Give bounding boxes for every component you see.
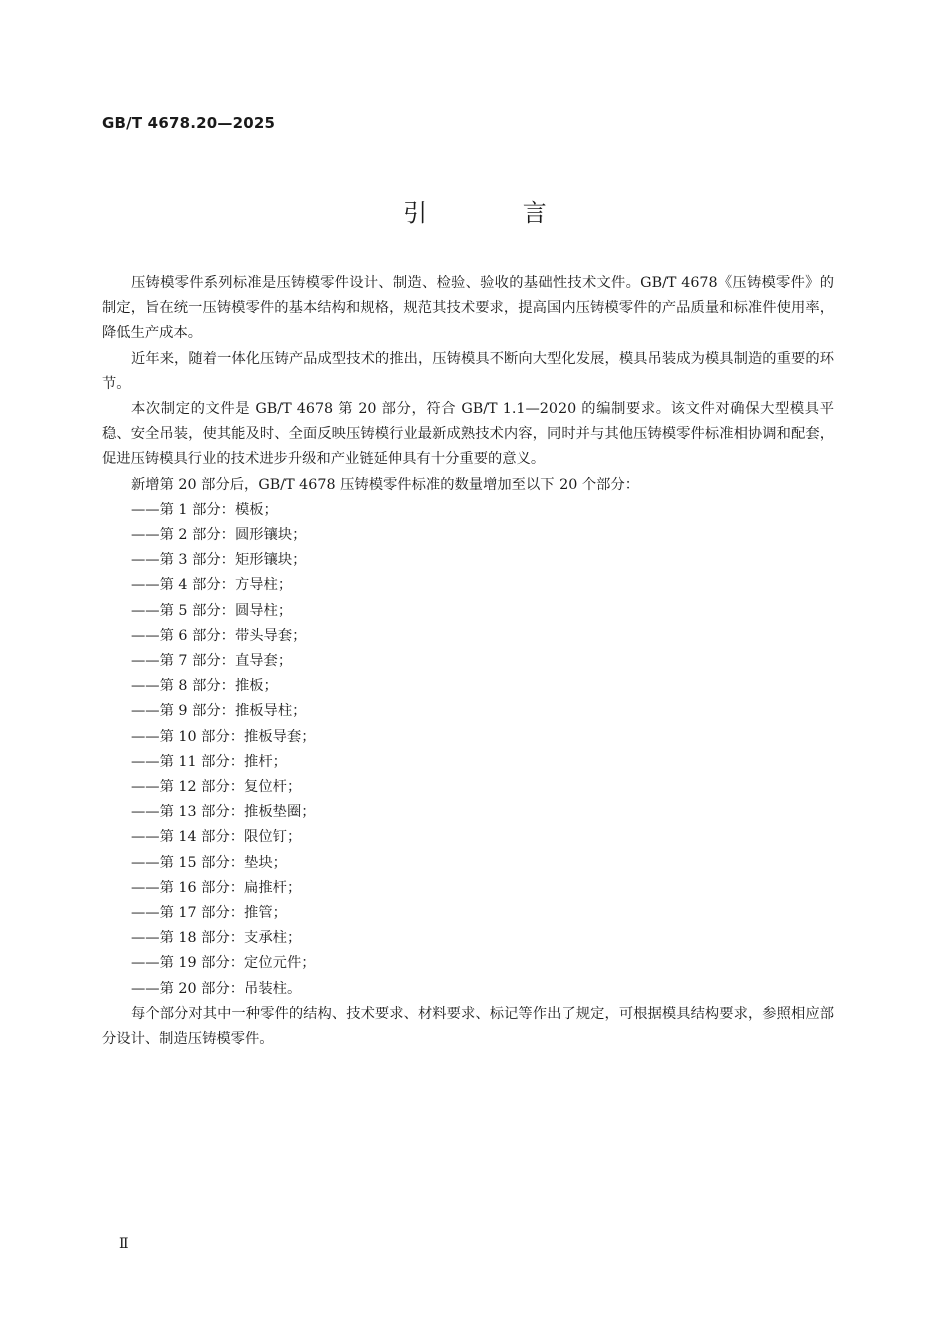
document-code: GB/T 4678.20—2025 — [102, 114, 276, 132]
list-item: ——第 2 部分：圆形镶块； — [131, 527, 307, 544]
list-item: ——第 20 部分：吊装柱。 — [131, 980, 302, 997]
paragraph-background: 近年来，随着一体化压铸产品成型技术的推出，压铸模具不断向大型化发展，模具吊装成为模具制造的重要的环节。 — [102, 350, 834, 392]
list-item: ——第 8 部分：推板； — [131, 678, 278, 695]
list-item: ——第 13 部分：推板垫圈； — [131, 804, 316, 821]
list-item: ——第 17 部分：推管； — [131, 905, 287, 922]
paragraph-significance: 本次制定的文件是 GB/T 4678 第 20 部分，符合 GB/T 1.1—2020 的编制要求。该文件对确保大型模具平稳、安全吊装，使其能及时、全面反映压铸模行业最新成熟技术内容，同时并与其他压铸模零件标准相协调和配套，促进压铸模具行业的技术进步升级和产业链延伸具有十分重要的意义。 — [102, 401, 834, 468]
list-item: ——第 18 部分：支承柱； — [131, 930, 302, 947]
section-title: 引 言 — [403, 199, 591, 227]
list-item: ——第 5 部分：圆导柱； — [131, 602, 293, 619]
list-item: ——第 3 部分：矩形镶块； — [131, 552, 307, 569]
list-item: ——第 14 部分：限位钉； — [131, 829, 302, 846]
page-number: Ⅱ — [119, 1236, 129, 1252]
list-item: ——第 1 部分：模板； — [131, 501, 278, 518]
list-item: ——第 19 部分：定位元件； — [131, 955, 316, 972]
list-item: ——第 7 部分：直导套； — [131, 653, 293, 670]
list-item: ——第 6 部分：带头导套； — [131, 627, 307, 644]
introduction-body — [102, 271, 834, 1052]
parts-list — [102, 498, 834, 1002]
list-item: ——第 10 部分：推板导套； — [131, 728, 316, 745]
list-item: ——第 12 部分：复位杆； — [131, 779, 302, 796]
paragraph-purpose: 压铸模零件系列标准是压铸模零件设计、制造、检验、验收的基础性技术文件。GB/T 4678《压铸模零件》的制定，旨在统一压铸模零件的基本结构和规格，规范其技术要求，提高国内压铸模零件的产品质量和标准件使用率，降低生产成本。 — [102, 275, 834, 342]
paragraph-closing: 每个部分对其中一种零件的结构、技术要求、材料要求、标记等作出了规定，可根据模具结构要求，参照相应部分设计、制造压铸模零件。 — [102, 1005, 834, 1048]
list-item: ——第 9 部分：推板导柱； — [131, 703, 307, 720]
list-item: ——第 15 部分：垫块； — [131, 854, 287, 871]
list-item: ——第 4 部分：方导柱； — [131, 577, 293, 594]
list-item: ——第 16 部分：扁推杆； — [131, 879, 302, 896]
list-item: ——第 11 部分：推杆； — [131, 753, 287, 770]
paragraph-parts-intro: 新增第 20 部分后，GB/T 4678 压铸模零件标准的数量增加至以下 20 个部分： — [131, 476, 640, 493]
